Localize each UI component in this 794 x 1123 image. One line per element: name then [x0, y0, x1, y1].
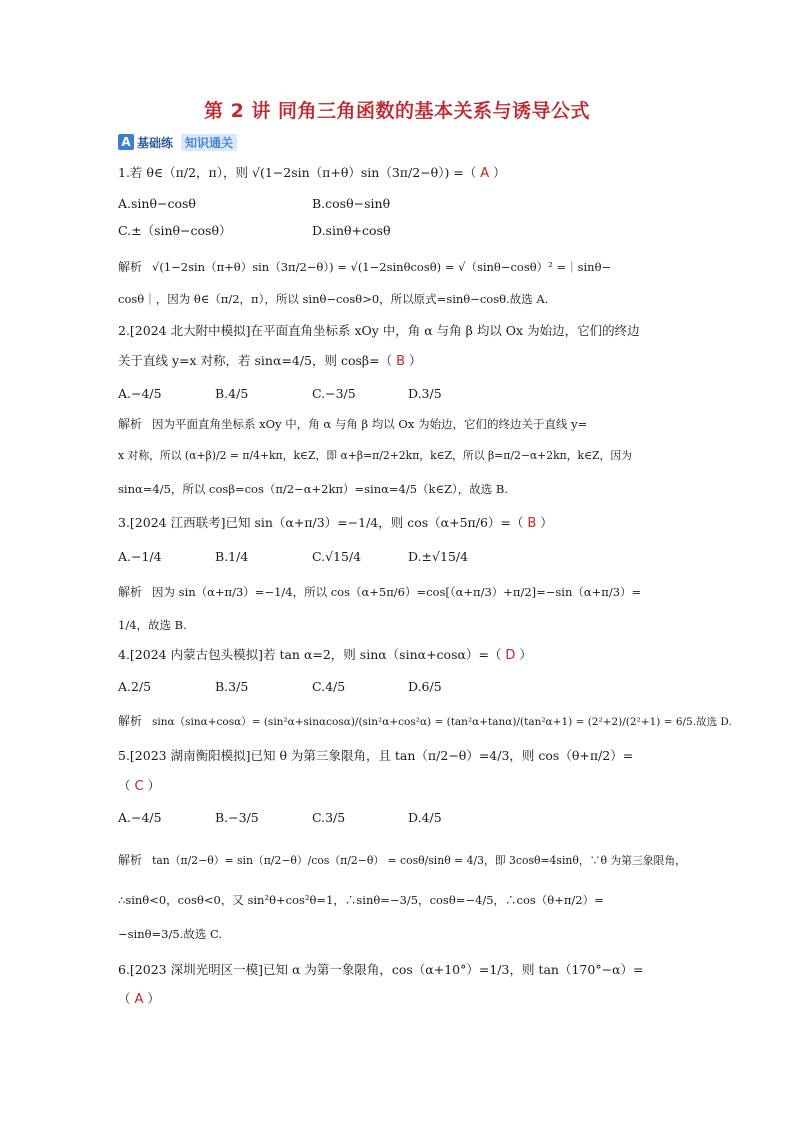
question-6-stem-2: （ A ）	[118, 991, 160, 1007]
question-5-stem-2: （ C ）	[118, 778, 161, 794]
question-1-answer: A	[480, 166, 490, 181]
badge-main-label: 基础练	[137, 135, 174, 150]
q5-option-d: D.4/5	[408, 810, 442, 825]
q2-solution-line-1: 解析 因为平面直角坐标系 xOy 中，角 α 与角 β 均以 Ox 为始边，它们的终边关于直线 y=	[118, 417, 588, 431]
q1-solution-line-1: 解析 √(1−2sin（π+θ）sin（3π/2−θ）) = √(1−2sinθcosθ) = √（sinθ−cosθ）² =｜sinθ−	[118, 260, 612, 274]
q4-option-c: C.4/5	[312, 679, 346, 694]
question-4-stem: 4.[2024 内蒙古包头模拟]若 tan α=2，则 sinα（sinα+cosα）=（ D ）	[118, 647, 532, 663]
solution-label: 解析	[118, 260, 143, 274]
q2-option-c: C.−3/5	[312, 386, 356, 401]
question-1-stem: 1.若 θ∈（π/2，π），则 √(1−2sin（π+θ）sin（3π/2−θ）) =（ A ）	[118, 165, 506, 181]
q3-option-a: A.−1/4	[118, 549, 162, 564]
badge-sub-label: 知识通关	[181, 134, 237, 151]
q2-solution-line-2: x 对称，所以 (α+β)/2 = π/4+kπ，k∈Z，即 α+β=π/2+2kπ，k∈Z，所以 β=π/2−α+2kπ，k∈Z，因为	[118, 449, 632, 462]
section-badge	[118, 133, 237, 151]
q5-solution-line-2: ∴sinθ<0，cosθ<0，又 sin²θ+cos²θ=1，∴sinθ=−3/5，cosθ=−4/5，∴cos（θ+π/2）=	[118, 893, 604, 907]
question-2-stem-1: 2.[2024 北大附中模拟]在平面直角坐标系 xOy 中，角 α 与角 β 均以 Ox 为始边，它们的终边	[118, 323, 640, 338]
q5-option-c: C.3/5	[312, 810, 346, 825]
badge-letter: A	[118, 134, 134, 150]
q3-option-c: C.√15/4	[312, 549, 362, 564]
question-3-stem: 3.[2024 江西联考]已知 sin（α+π/3）=−1/4，则 cos（α+5π/6）=（ B ）	[118, 515, 553, 531]
q1-option-d: D.sinθ+cosθ	[312, 223, 391, 238]
question-5-answer: C	[134, 779, 144, 794]
q3-solution-line-2: 1/4，故选 B.	[118, 618, 187, 632]
q5-solution-line-1: 解析 tan（π/2−θ）= sin（π/2−θ）/cos（π/2−θ） = cosθ/sinθ = 4/3，即 3cosθ=4sinθ，∵θ 为第三象限角，	[118, 853, 686, 867]
q1-option-c: C.±（sinθ−cosθ）	[118, 223, 232, 238]
question-2-answer: B	[396, 354, 406, 369]
q1-solution-line-2: cosθ｜，因为 θ∈（π/2，π），所以 sinθ−cosθ>0，所以原式=sinθ−cosθ.故选 A.	[118, 292, 549, 306]
question-5-stem-1: 5.[2023 湖南衡阳模拟]已知 θ 为第三象限角，且 tan（π/2−θ）=4/3，则 cos（θ+π/2）=	[118, 748, 634, 763]
q5-option-b: B.−3/5	[215, 810, 259, 825]
q1-option-b: B.cosθ−sinθ	[312, 196, 391, 211]
q5-solution-line-3: −sinθ=3/5.故选 C.	[118, 927, 223, 941]
question-6-answer: A	[134, 992, 144, 1007]
question-6-stem-1: 6.[2023 深圳光明区一模]已知 α 为第一象限角，cos（α+10°）=1/3，则 tan（170°−α）=	[118, 962, 644, 977]
page-title: 第 2 讲 同角三角函数的基本关系与诱导公式	[203, 100, 591, 122]
q4-solution-line-1: 解析 sinα（sinα+cosα）= (sin²α+sinαcosα)/(sin²α+cos²α) = (tan²α+tanα)/(tan²α+1) = (2²+2)/(2²+1) = 6/5.故选 D.	[118, 714, 732, 728]
q4-option-b: B.3/5	[215, 679, 249, 694]
q2-solution-line-3: sinα=4/5，所以 cosβ=cos（π/2−α+2kπ）=sinα=4/5（k∈Z），故选 B.	[118, 482, 509, 496]
q2-option-d: D.3/5	[408, 386, 442, 401]
q5-option-a: A.−4/5	[118, 810, 162, 825]
q2-option-a: A.−4/5	[118, 386, 162, 401]
q3-option-b: B.1/4	[215, 549, 249, 564]
q4-option-a: A.2/5	[118, 679, 152, 694]
q2-option-b: B.4/5	[215, 386, 249, 401]
q4-option-d: D.6/5	[408, 679, 442, 694]
q3-solution-line-1: 解析 因为 sin（α+π/3）=−1/4，所以 cos（α+5π/6）=cos[（α+π/3）+π/2]=−sin（α+π/3）=	[118, 585, 642, 599]
question-4-answer: D	[505, 648, 516, 663]
q1-option-a: A.sinθ−cosθ	[118, 196, 196, 211]
q3-option-d: D.±√15/4	[408, 549, 469, 564]
question-3-answer: B	[527, 516, 537, 531]
question-2-stem-2: 关于直线 y=x 对称，若 sinα=4/5，则 cosβ=（ B ）	[118, 353, 422, 369]
